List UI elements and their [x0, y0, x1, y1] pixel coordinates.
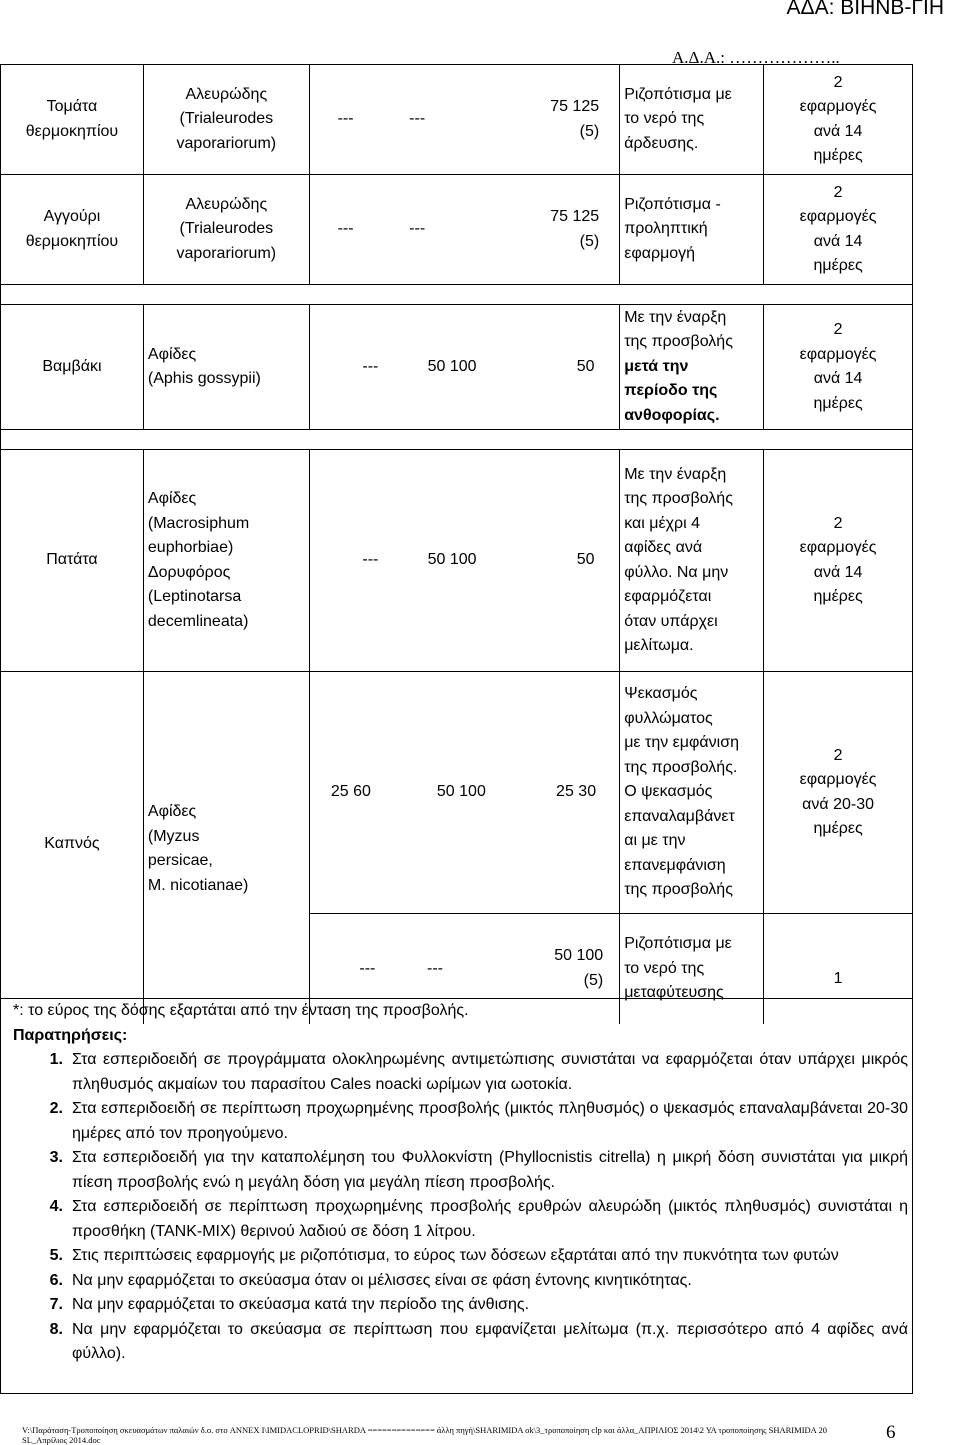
- note-number: 4.: [49, 1198, 63, 1215]
- pest-cell: Αφίδες (Myzus persicae, M. nicotianae): [143, 672, 309, 1024]
- note-text: Να μην εφαρμόζεται το σκεύασμα κατά την περίοδο της άνθισης.: [72, 1296, 530, 1313]
- file-path-line: V:\Παράταση-Τροποποίηση σκευασμάτων παλαιών δ.ο. στο ANNEX I\IMIDACLOPRID\SHARDA ============== άλλη πηγή\SHARIMIDA ok\3_τροποποίηση clp και άλλα_ΑΠΡΙΛΙΟΣ 2014\2 ΥΑ τροποποίησης SHARIMIDA 20: [22, 1425, 827, 1435]
- dose-value: ---: [362, 357, 379, 375]
- ada-line: Α.Δ.Α.: ………………..: [672, 48, 840, 67]
- page-number: 6: [886, 1422, 896, 1443]
- dose-value: 50 100: [427, 357, 477, 375]
- table-row: [1, 672, 913, 914]
- note-number: 8.: [49, 1320, 63, 1338]
- note-item: [5, 1293, 908, 1318]
- method-cell: Ψεκασμός φυλλώματος με την εμφάνιση της προσβολής. Ο ψεκασμός επαναλαμβάνετ αι με την επανεμφάνιση της προσβολής: [620, 672, 764, 914]
- note-item: [5, 1269, 908, 1294]
- applications-cell: 2 εφαρμογές ανά 14 ημέρες: [764, 450, 913, 672]
- pest-cell: Αφίδες (Aphis gossypii): [143, 305, 309, 430]
- crop-cell: Πατάτα: [1, 450, 144, 672]
- method-emphasis: μετά την περίοδο της ανθοφορίας.: [624, 357, 720, 424]
- dose-cell: [309, 305, 619, 430]
- note-text: Στα εσπεριδοειδή σε περίπτωση προχωρημένης προσβολής ερυθρών αλευρώδη (μικτός πληθυσμός) συνιστάται η προσθήκη (TANK-MIX) θερινού λαδιού σε δόση 1 λίτρου.: [72, 1198, 908, 1240]
- method-cell: [620, 305, 764, 430]
- note-text: Να μην εφαρμόζεται το σκεύασμα όταν οι μέλισσες είναι σε φάση έντονης κινητικότητας.: [72, 1271, 692, 1289]
- table-row: [1, 65, 913, 175]
- note-text: Να μην εφαρμόζεται το σκεύασμα σε περίπτωση που εμφανίζεται μελίτωμα (π.χ. περισσότερο από 4 αφίδες ανά φύλλο).: [72, 1320, 908, 1362]
- dose-value: 25 30: [556, 783, 597, 801]
- dose-value: 50 100: [427, 551, 477, 569]
- note-number: 6.: [49, 1271, 63, 1289]
- method-cell: Ριζοπότισμα - προληπτική εφαρμογή: [620, 175, 764, 285]
- dose-value: ---: [426, 959, 443, 977]
- dose-value: 25 60: [330, 783, 371, 801]
- dose-cell: [309, 65, 453, 175]
- applications-cell: 2 εφαρμογές ανά 14 ημέρες: [764, 305, 913, 430]
- note-text: Στα εσπεριδοειδή για την καταπολέμηση του Φυλλοκνίστη (Phyllocnistis citrella) η μικρή δόση συνιστάται για μικρή πίεση προσβολής ενώ η μεγάλη δόση για μεγάλη πίεση προσβολής.: [72, 1149, 908, 1191]
- dose-value: ---: [337, 110, 354, 128]
- note-item: [5, 1146, 908, 1195]
- note-item: [5, 1097, 908, 1146]
- crop-cell: Βαμβάκι: [1, 305, 144, 430]
- note-item: [5, 1195, 908, 1244]
- dose-value: 50 100: [436, 783, 486, 801]
- dose-cell: [309, 450, 619, 672]
- file-name-line: SL_Απρίλιος 2014.doc: [22, 1435, 101, 1445]
- applications-cell: 2 εφαρμογές ανά 20-30 ημέρες: [764, 672, 913, 914]
- table-row: [1, 450, 913, 672]
- note-number: 7.: [49, 1296, 63, 1313]
- pest-cell: Αλευρώδης (Trialeurodes vaporariorum): [143, 175, 309, 285]
- applications-cell: 2 εφαρμογές ανά 14 ημέρες: [764, 65, 913, 175]
- dose-value: 50: [576, 551, 595, 569]
- note-text: Στα εσπεριδοειδή σε προγράμματα ολοκληρωμένης αντιμετώπισης συνιστάται να εφαρμόζεται όταν υπάρχει μικρός πληθυσμός ακμαίων του παρασίτου Cales noacki ωρίμων για ωοτοκία.: [72, 1051, 908, 1093]
- method-cell: Ριζοπότισμα με το νερό της μεταφύτευσης: [620, 914, 764, 1024]
- dose-value: ---: [409, 110, 426, 128]
- note-number: 5.: [49, 1247, 63, 1264]
- dose-cell: 75 125 (5): [453, 65, 620, 175]
- crop-cell: Καπνός: [1, 672, 144, 1024]
- method-cell: Ριζοπότισμα με το νερό της άρδευσης.: [620, 65, 764, 175]
- document-code: ΑΔΑ: ΒΙΗΝΒ-ΓΙΗ: [786, 0, 944, 19]
- footnote: *: το εύρος της δόσης εξαρτάται από την ένταση της προσβολής.: [13, 1002, 469, 1019]
- method-text: Με την έναρξη της προσβολής: [624, 308, 733, 351]
- dose-cell: 50 100 (5): [453, 914, 620, 1024]
- note-text: Στις περιπτώσεις εφαρμογής με ριζοπότισμα, το εύρος των δόσεων εξαρτάται από την πυκνότητα των φυτών: [72, 1247, 839, 1264]
- note-item: [5, 1244, 908, 1269]
- note-text: Στα εσπεριδοειδή σε περίπτωση προχωρημένης προσβολής (μικτός πληθυσμός) ο ψεκασμός επαναλαμβάνεται 20-30 ημέρες από τον προηγούμενο.: [72, 1100, 908, 1142]
- table-row: [1, 305, 913, 430]
- pest-cell: Αλευρώδης (Trialeurodes vaporariorum): [143, 65, 309, 175]
- crop-cell: Τομάτα θερμοκηπίου: [1, 65, 144, 175]
- dose-cell: 75 125 (5): [453, 175, 620, 285]
- applications-cell: 2 εφαρμογές ανά 14 ημέρες: [764, 175, 913, 285]
- note-number: 2.: [49, 1100, 63, 1117]
- table-row: [1, 175, 913, 285]
- dosage-table: [0, 64, 913, 1024]
- note-item: [5, 1318, 908, 1367]
- method-cell: Με την έναρξη της προσβολής και μέχρι 4 αφίδες ανά φύλλο. Να μην εφαρμόζεται όταν υπάρχει μελίτωμα.: [620, 450, 764, 672]
- note-item: [5, 1048, 908, 1097]
- dose-value: ---: [359, 959, 376, 977]
- notes-heading: Παρατηρήσεις:: [13, 1026, 128, 1044]
- dose-cell: [309, 672, 619, 914]
- dose-value: ---: [409, 220, 426, 238]
- crop-cell: Αγγούρι θερμοκηπίου: [1, 175, 144, 285]
- note-number: 3.: [49, 1149, 63, 1166]
- dose-cell: [309, 175, 453, 285]
- dose-value: ---: [337, 220, 354, 238]
- pest-cell: Αφίδες (Macrosiphum euphorbiae) Δορυφόρος (Leptinotarsa decemlineata): [143, 450, 309, 672]
- file-path-footer: [22, 1425, 827, 1445]
- dose-value: ---: [362, 551, 379, 569]
- dose-value: 50: [576, 357, 595, 375]
- notes-section: [0, 998, 913, 1394]
- note-number: 1.: [49, 1051, 63, 1068]
- applications-cell: 1: [764, 914, 913, 1024]
